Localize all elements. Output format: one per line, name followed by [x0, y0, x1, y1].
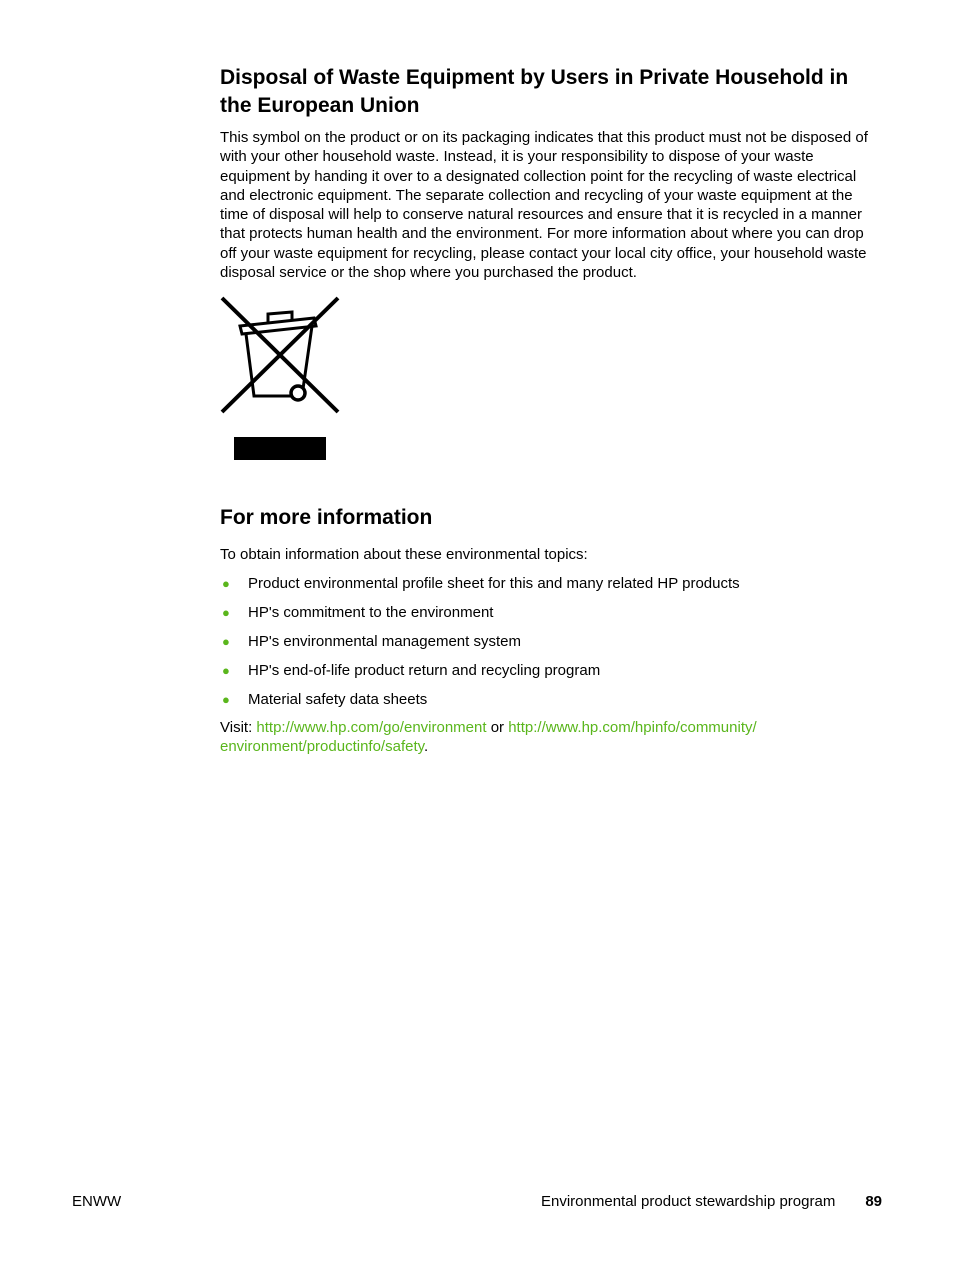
list-item	[220, 603, 880, 622]
or-text: or	[486, 719, 509, 737]
list-item	[220, 661, 880, 680]
list-item-text: Product environmental profile sheet for this and many related HP products	[248, 575, 740, 593]
list-item	[220, 574, 880, 593]
footer-right	[541, 1192, 882, 1211]
list-item-text: HP's end-of-life product return and recycling program	[248, 661, 601, 679]
bullet-icon: ●	[222, 605, 230, 621]
weee-body-text: This symbol on the product or on its packaging indicates that this product must not be disposed of with your other household waste. Instead, it is your responsibility to dispose of your waste equipment by handing it over to a designated collection point for the recycling of waste electrical and electronic equipment. The separate collection and recycling of your waste equipment at the time of disposal will help to conserve natural resources and ensure that it is recycled in a manner that protects human health and the environment. For more information about where you can drop off your waste equipment for recycling, please contact your local city office, your household waste disposal service or the shop where you purchased the product.	[220, 129, 868, 282]
footer-left-label: ENWW	[72, 1193, 122, 1210]
bullet-icon: ●	[222, 576, 230, 592]
topics-list	[220, 574, 880, 708]
page-content	[220, 64, 880, 756]
list-item-text: Material safety data sheets	[248, 690, 428, 708]
bullet-icon: ●	[222, 662, 230, 678]
end-period: .	[424, 738, 429, 756]
crossed-out-wheelie-bin-icon	[220, 296, 342, 464]
list-item-text: HP's commitment to the environment	[248, 604, 494, 622]
weee-section-title: Disposal of Waste Equipment by Users in Private Household in the European Union	[220, 66, 849, 117]
list-item	[220, 690, 880, 709]
bullet-icon: ●	[222, 633, 230, 649]
list-item	[220, 632, 880, 651]
visit-label: Visit:	[220, 719, 257, 737]
footer-chapter-title: Environmental product stewardship program	[541, 1193, 836, 1210]
more-info-intro: To obtain information about these environmental topics:	[220, 546, 588, 564]
page-number: 89	[865, 1193, 882, 1210]
environment-link[interactable]: http://www.hp.com/go/environment	[256, 719, 487, 737]
more-info-title: For more information	[220, 506, 433, 530]
bullet-icon: ●	[222, 691, 230, 707]
safety-link[interactable]: http://www.hp.com/hpinfo/community/ environment/productinfo/safety	[220, 719, 757, 756]
visit-paragraph	[220, 718, 880, 756]
list-item-text: HP's environmental management system	[248, 632, 521, 650]
